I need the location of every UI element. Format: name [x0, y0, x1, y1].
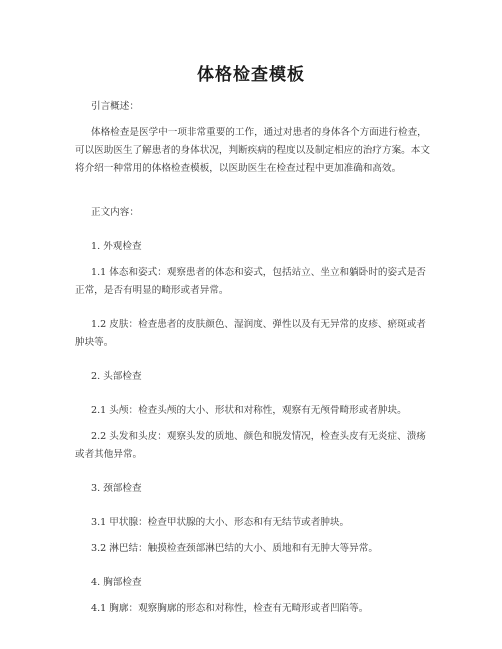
- intro-heading: 引言概述：: [91, 101, 139, 112]
- section-item-4-1: 4.1 胸廓：观察胸廓的形态和对称性，检查有无畸形或者凹陷等。: [91, 603, 369, 614]
- document-title: 体格检查模板: [197, 65, 305, 85]
- body-heading: 正文内容：: [91, 207, 139, 218]
- section-heading-1: 1. 外观检查: [91, 241, 142, 252]
- section-item-1-2: 1.2 皮肤：检查患者的皮肤颜色、湿润度、弹性以及有无异常的皮疹、瘀斑或者肿块等。: [75, 319, 426, 348]
- section-heading-3: 3. 颈部检查: [91, 483, 142, 494]
- section-item-2-1: 2.1 头颅：检查头颅的大小、形状和对称性，观察有无颅骨畸形或者肿块。: [91, 405, 407, 416]
- section-heading-2: 2. 头部检查: [91, 371, 142, 382]
- section-item-3-1: 3.1 甲状腺：检查甲状腺的大小、形态和有无结节或者肿块。: [91, 517, 350, 528]
- section-item-3-2: 3.2 淋巴结：触摸检查颈部淋巴结的大小、质地和有无肿大等异常。: [91, 543, 378, 554]
- section-heading-4: 4. 胸部检查: [91, 577, 142, 588]
- section-item-2-2: 2.2 头发和头皮：观察头发的质地、颜色和脱发情况，检查头皮有无炎症、溃疡或者其他异常。: [75, 431, 426, 460]
- intro-paragraph: 体格检查是医学中一项非常重要的工作，通过对患者的身体各个方面进行检查，可以医助医生了解患者的身体状况，判断疾病的程度以及制定相应的治疗方案。本文将介绍一种常用的体格检查模板，以医助医生在检查过程中更加准确和高效。: [75, 127, 430, 174]
- section-item-1-1: 1.1 体态和姿式：观察患者的体态和姿式，包括站立、坐立和躺卧时的姿式是否正常，是否有明显的畸形或者异常。: [75, 267, 426, 296]
